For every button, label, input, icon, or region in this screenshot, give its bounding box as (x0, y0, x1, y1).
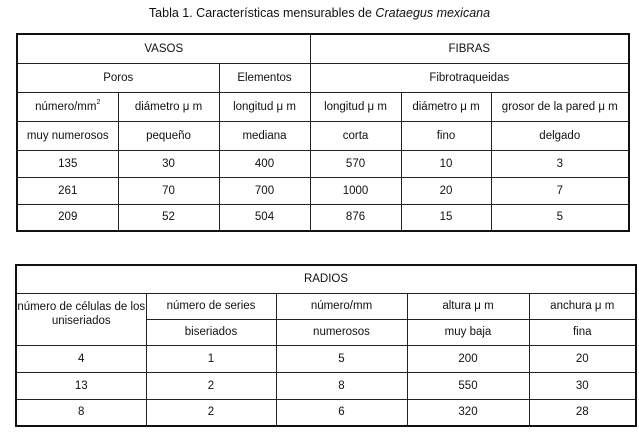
descriptor-cell: biseriados (146, 319, 276, 345)
table-cell: 15 (401, 204, 491, 231)
table-cell: 1000 (310, 177, 401, 204)
table-cell: 550 (407, 372, 529, 399)
column-header-row (17, 92, 629, 121)
table-cell: 8 (16, 399, 146, 426)
descriptor-cell: pequeño (118, 121, 219, 150)
table-cell: 261 (17, 177, 118, 204)
table-cell: 30 (529, 372, 636, 399)
table-cell: 8 (276, 372, 407, 399)
fibrotraqueidas-header: Fibrotraqueidas (310, 63, 629, 92)
table-cell: 13 (16, 372, 146, 399)
longitud-elementos-header: longitud μ m (219, 92, 310, 121)
table-cell: 876 (310, 204, 401, 231)
table-row (16, 345, 636, 372)
table-cell: 20 (401, 177, 491, 204)
numero-mm2-superscript: 2 (96, 98, 101, 106)
table-cell: 320 (407, 399, 529, 426)
descriptor-cell: numerosos (276, 319, 407, 345)
table-row (17, 150, 629, 177)
radios-group-row (16, 265, 636, 293)
descriptor-cell: muy numerosos (17, 121, 118, 150)
table-row (16, 399, 636, 426)
table-cell: 2 (146, 372, 276, 399)
table-cell: 2 (146, 399, 276, 426)
numero-mm-header: número/mm (276, 293, 407, 319)
table-caption (0, 6, 639, 20)
table-cell: 504 (219, 204, 310, 231)
table-cell: 200 (407, 345, 529, 372)
table-cell: 6 (276, 399, 407, 426)
radios-table (15, 264, 637, 427)
table-cell: 28 (529, 399, 636, 426)
table-cell: 400 (219, 150, 310, 177)
caption-species: Crataegus mexicana (375, 6, 491, 20)
group-header-row (17, 34, 629, 63)
poros-header: Poros (17, 63, 219, 92)
diametro-fibras-header: diámetro μ m (401, 92, 491, 121)
vasos-header: VASOS (17, 34, 310, 63)
altura-header: altura μ m (407, 293, 529, 319)
table-cell: 5 (491, 204, 629, 231)
numero-mm2-header (17, 92, 118, 121)
table-cell: 52 (118, 204, 219, 231)
table-cell: 20 (529, 345, 636, 372)
numero-series-header: número de series (146, 293, 276, 319)
descriptor-cell: mediana (219, 121, 310, 150)
table-row (17, 204, 629, 231)
table-cell: 209 (17, 204, 118, 231)
elementos-header: Elementos (219, 63, 310, 92)
descriptor-cell: fina (529, 319, 636, 345)
descriptor-cell: fino (401, 121, 491, 150)
fibras-header: FIBRAS (310, 34, 629, 63)
table-row (16, 372, 636, 399)
subgroup-header-row (17, 63, 629, 92)
table-cell: 570 (310, 150, 401, 177)
table-cell: 1 (146, 345, 276, 372)
descriptor-cell: delgado (491, 121, 629, 150)
longitud-fibras-header: longitud μ m (310, 92, 401, 121)
table-row (17, 177, 629, 204)
caption-prefix: Tabla 1. Características mensurables de (148, 6, 376, 20)
table-cell: 30 (118, 150, 219, 177)
descriptor-cell: muy baja (407, 319, 529, 345)
table-cell: 10 (401, 150, 491, 177)
table-cell: 7 (491, 177, 629, 204)
table-cell: 135 (17, 150, 118, 177)
radios-header-row (16, 293, 636, 319)
numero-mm2-label: número/mm (35, 100, 97, 113)
descriptor-cell: corta (310, 121, 401, 150)
anchura-header: anchura μ m (529, 293, 636, 319)
celulas-uniseriados-header: número de células de los uniseriados (16, 293, 146, 345)
descriptor-row (17, 121, 629, 150)
table-cell: 700 (219, 177, 310, 204)
table-cell: 5 (276, 345, 407, 372)
table-cell: 4 (16, 345, 146, 372)
diametro-poros-header: diámetro μ m (118, 92, 219, 121)
table-cell: 70 (118, 177, 219, 204)
radios-header: RADIOS (16, 265, 636, 293)
table-cell: 3 (491, 150, 629, 177)
vasos-fibras-table (16, 33, 630, 232)
grosor-pared-header: grosor de la pared μ m (491, 92, 629, 121)
